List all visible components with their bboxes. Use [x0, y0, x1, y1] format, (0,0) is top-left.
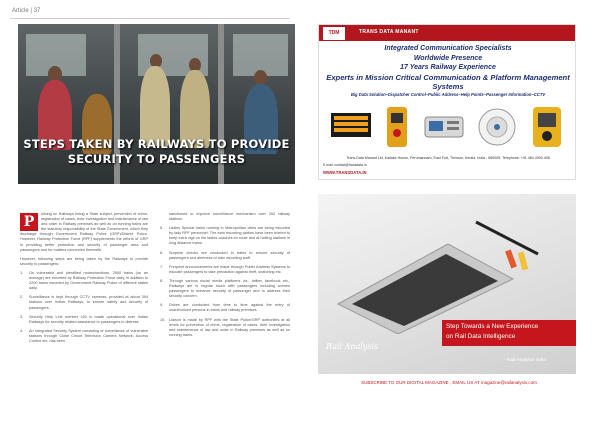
ad-products	[325, 103, 571, 153]
promo-signature: - Rail Analysis India	[504, 358, 546, 363]
ad-email: E-mail: contact@transdata.in	[323, 163, 367, 167]
ad-url: WWW.TRANSDATA.IN	[323, 170, 367, 175]
hero-title-line2: SECURITY TO PASSENGERS	[67, 152, 246, 166]
hero-title-line1: STEPS TAKEN BY RAILWAYS TO PROVIDE	[23, 137, 290, 151]
ad-line2: Worldwide Presence	[413, 54, 483, 62]
intro-text: olicing on Railways being a State subject, prevention of crime, registration of cases, their investigation and maintenance of law and order in Railway premises as well as on running trains are the statutory responsibility of the State Government, which they discharge through Government Railway Police (GRP)/District Police. However, Railway Protection Force (RPF) supplements the efforts of GRP in providing better protection and security of passenger area and passengers and for matters connected therewith.	[20, 212, 148, 252]
list-item	[20, 295, 148, 310]
article-column-2	[160, 212, 290, 342]
dropcap: P	[20, 213, 38, 231]
list-text: Surveillance is kept through CCTV cameras, provided at about 394 stations over Indian Railways, to ensure safety and security of passengers.	[29, 295, 148, 310]
advertisement	[318, 24, 576, 180]
list-number: 6.	[160, 250, 164, 255]
list-number: 4.	[20, 328, 24, 333]
display-board-icon	[329, 103, 373, 151]
list-text: Liaison is made by RPF with the State Police/GRP authorities at all levels for prevention of crime, registration of cases, their investigation and maintenance of law and order in Railway premises as well as on running trains.	[169, 317, 290, 337]
article-column-1	[20, 212, 148, 348]
rail-analysis-logo: Rail Analysis	[326, 342, 379, 351]
list-text: An Integrated Security System consisting of surveillance of vulnerable stations through Close Circuit Television Camera Network, Access Control etc. has been	[29, 328, 148, 343]
ad-header-bar	[319, 25, 576, 41]
intercom-icon	[527, 103, 567, 151]
list-number: 5.	[160, 226, 164, 231]
ad-brand: TRANS DATA MANANT	[359, 29, 419, 35]
lead-paragraph: However, following steps are being taken by the Railways to provide security to passengers:	[20, 256, 148, 266]
passenger-head	[254, 70, 267, 85]
list-text: Ladies Special trains running in Metropolitan cities are being escorted by lady RPF personnel. The train escorting parties have been briefed to keep extra vigil on the ladies coaches en route and at halting stations in long distance trains.	[169, 226, 290, 246]
list-item	[160, 226, 290, 246]
list-number: 2.	[20, 295, 24, 300]
promo-line1: Step Towards a New Experience	[446, 323, 539, 330]
officer-figure	[140, 66, 170, 146]
list-item	[160, 212, 290, 222]
list-number	[160, 212, 169, 222]
list-number: 10.	[160, 317, 166, 322]
subscribe-text: SUBSCRIBE TO OUR DIGITAL MAGAZINE , EMAIL US AT magazine@railanalysis.com	[361, 380, 537, 385]
page-label: Article | 37	[12, 8, 41, 14]
list-number: 9.	[160, 303, 164, 308]
list-item	[160, 265, 290, 275]
pen-icon	[468, 214, 548, 274]
ad-line3: 17 Years Railway Experience	[400, 64, 496, 71]
list-text: Drives are conducted from time to time against the entry of unauthorized persons in trains and railway premises.	[169, 303, 290, 313]
list-text: sanctioned to improve surveillance mechanism over 202 railway stations.	[169, 212, 290, 222]
list-item	[160, 251, 290, 261]
promo-line2: on Rail Data Intelligence	[446, 333, 516, 340]
intro-paragraph	[20, 212, 148, 253]
list-item	[160, 279, 290, 299]
promo-image	[318, 194, 576, 374]
hero-image	[18, 24, 295, 184]
ad-line1: Integrated Communication Specialists	[384, 45, 512, 52]
list-text: Surprise checks are conducted in trains to ensure security of passengers and alertness of train escorting staff.	[169, 250, 290, 260]
list-number: 1.	[20, 270, 24, 275]
help-point-icon	[381, 103, 413, 151]
list-number: 3.	[20, 314, 24, 319]
list-text: Through various social media platforms viz., twitter, facebook etc., Railways are in regular touch with passengers including women passengers to enhance security of passenger and to address their security concern.	[169, 278, 290, 299]
list-text: On vulnerable and identified routes/sections, 2500 trains (on an average) are escorted by Railway Protection Force daily, in addition to 2200 trains escorted by Government Railway Police of different states daily.	[29, 270, 148, 291]
ad-services: Big Data Solution–Dispatcher Control–Public Address–Help Points–Passenger Information–CCTV	[350, 92, 546, 97]
ad-headlines	[319, 44, 576, 92]
list-number: 7.	[160, 264, 164, 269]
list-number: 8.	[160, 278, 164, 283]
header-divider	[10, 18, 290, 19]
list-item	[20, 271, 148, 291]
ad-address: Trans Data Manant Ltd, Kallake House, Perumannam, East Fort, Thrissur, Kerala, India - 680005. Telephone: +91 484 4300 408	[346, 156, 550, 160]
list-text: Security Help Line number 182 is made operational over Indian Railways for security related assistance to passengers in distress.	[29, 314, 148, 324]
list-item	[160, 318, 290, 338]
ad-logo: TDM	[323, 27, 345, 40]
handset-icon	[421, 103, 467, 151]
speaker-icon	[475, 103, 519, 151]
list-item	[20, 315, 148, 325]
list-text: Frequent announcements are made through Public Address Systems to educate passengers to take precaution against theft, snatching etc.	[169, 264, 290, 274]
list-item	[20, 329, 148, 344]
list-item	[160, 303, 290, 313]
ad-line4: Experts in Mission Critical Communication & Platform Management Systems	[326, 72, 570, 91]
